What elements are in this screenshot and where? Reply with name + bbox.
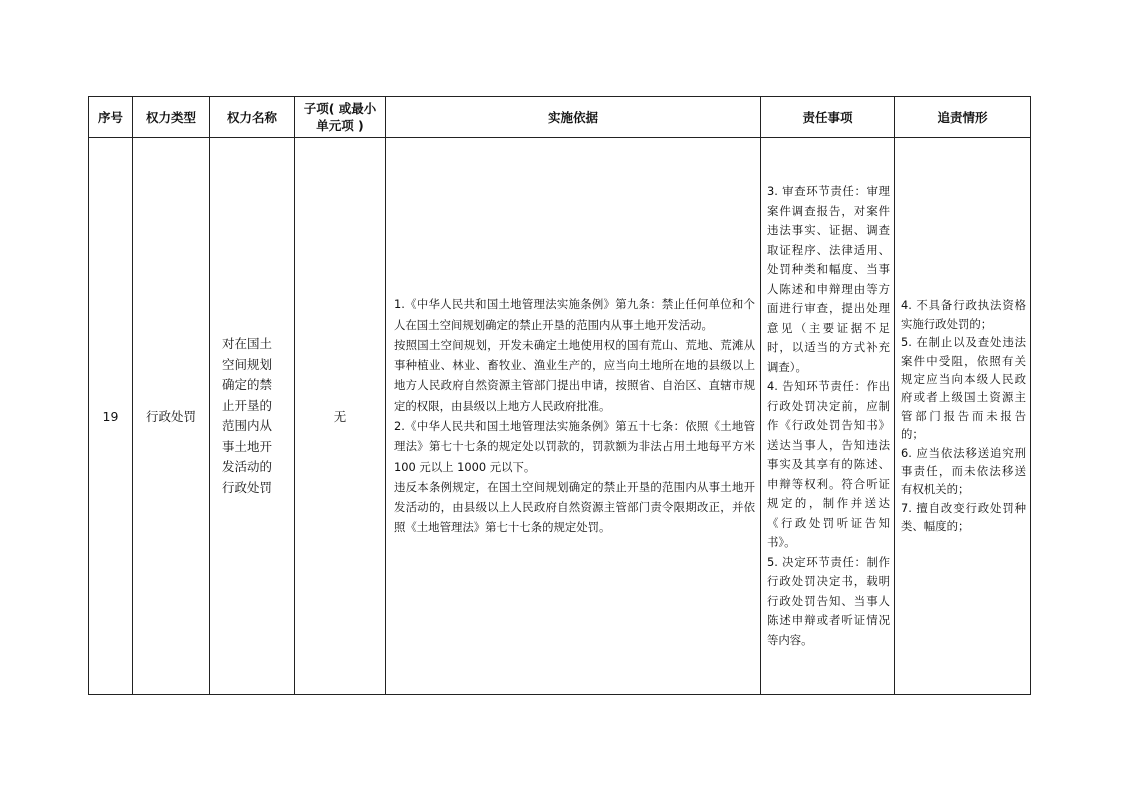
header-power-type: 权力类型 [133, 97, 210, 138]
accountability-item: 5. 在制止以及查处违法案件中受阻，依照有关规定应当向本级人民政府或者上级国土资源主管部门报告而未报告的； [901, 335, 1026, 442]
responsibility-item: 4. 告知环节责任：作出行政处罚决定前，应制作《行政处罚告知书》送达当事人，告知违法事实及其享有的陈述、申辩等权利。符合听证规定的，制作并送达《行政处罚听证告知书》。 [767, 379, 890, 549]
cell-power-name: 对在国土空间规划确定的禁止开垦的范围内从事土地开发活动的行政处罚 [210, 138, 295, 695]
responsibility-item: 5. 决定环节责任：制作行政处罚决定书，载明行政处罚告知、当事人陈述申辩或者听证情况等内容。 [767, 554, 890, 647]
header-seq: 序号 [89, 97, 133, 138]
accountability-item: 4. 不具备行政执法资格实施行政处罚的； [901, 298, 1026, 331]
basis-paragraph: 违反本条例规定，在国土空间规划确定的禁止开垦的范围内从事土地开发活动的，由县级以上人民政府自然资源主管部门责令限期改正，并依照《土地管理法》第七十七条的规定处罚。 [394, 479, 755, 535]
cell-accountability [895, 138, 1031, 695]
header-responsibility: 责任事项 [761, 97, 895, 138]
header-row [89, 97, 1031, 138]
accountability-item: 6. 应当依法移送追究刑事责任，而未依法移送有权机关的； [901, 445, 1026, 497]
accountability-item: 7. 擅自改变行政处罚种类、幅度的； [901, 500, 1026, 534]
cell-sub-item: 无 [295, 138, 386, 695]
header-power-name: 权力名称 [210, 97, 295, 138]
header-accountability: 追责情形 [895, 97, 1031, 138]
header-basis: 实施依据 [386, 97, 761, 138]
cell-basis [386, 138, 761, 695]
table-row [89, 138, 1031, 695]
cell-seq: 19 [89, 138, 133, 695]
responsibility-item: 3. 审查环节责任：审理案件调查报告，对案件违法事实、证据、调查取证程序、法律适用、处罚种类和幅度、当事人陈述和申辩理由等方面进行审查，提出处理意见（主要证据不足时，以适当的方式补充调查）。 [767, 184, 890, 374]
basis-paragraph: 1.《中华人民共和国土地管理法实施条例》第九条：禁止任何单位和个人在国土空间规划确定的禁止开垦的范围内从事土地开发活动。 [394, 297, 755, 332]
basis-paragraph: 2.《中华人民共和国土地管理法实施条例》第五十七条：依照《土地管理法》第七十七条的规定处以罚款的，罚款额为非法占用土地每平方米 100 元以上 1000 元以下。 [394, 419, 755, 474]
cell-responsibility [761, 138, 895, 695]
basis-paragraph: 按照国土空间规划，开发未确定土地使用权的国有荒山、荒地、荒滩从事种植业、林业、畜牧业、渔业生产的，应当向土地所在地的县级以上地方人民政府自然资源主管部门提出申请，按照省、自治区、直辖市规定的权限，由县级以上地方人民政府批准。 [394, 337, 755, 413]
cell-power-type: 行政处罚 [133, 138, 210, 695]
header-sub-item: 子项( 或最小单元项 ) [295, 97, 386, 138]
power-list-table [88, 96, 1031, 695]
